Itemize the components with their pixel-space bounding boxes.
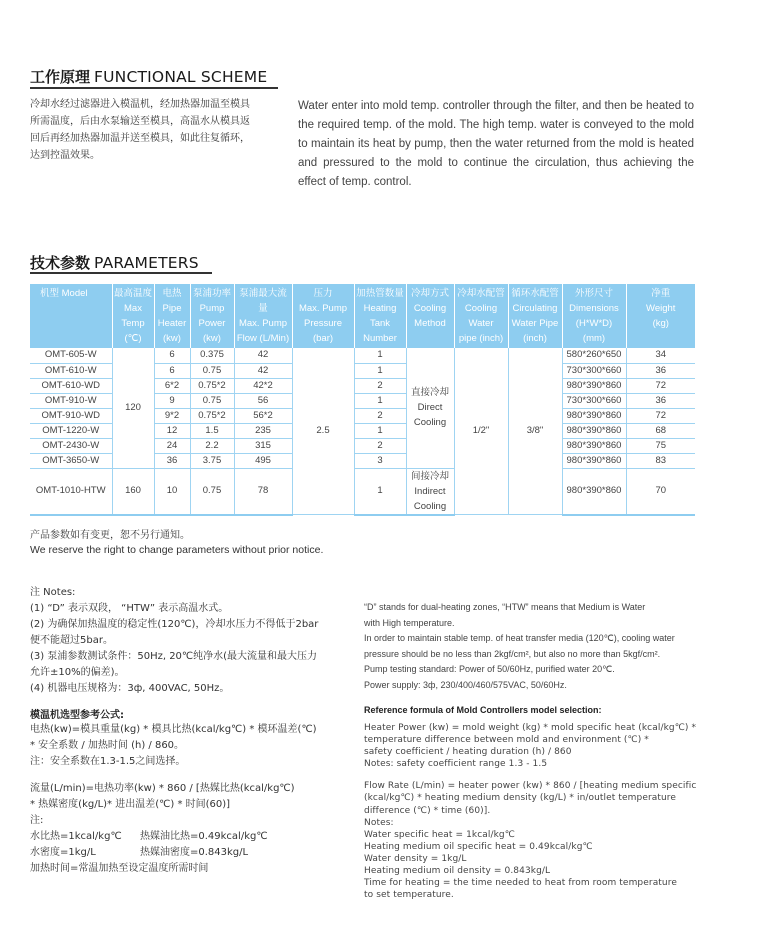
cell-dimensions: 980*390*860 bbox=[562, 408, 626, 423]
cell-dimensions: 980*390*860 bbox=[562, 423, 626, 438]
formula-cn-pair: 水密度=1kg/L 热媒油密度=0.843kg/L bbox=[30, 847, 249, 858]
parameters-heading-rule bbox=[30, 272, 212, 274]
cell-weight: 83 bbox=[626, 453, 695, 468]
formula-cn-line: 流量(L/min)=电热功率(kw) * 860 / [热媒比热(kcal/kg℃) bbox=[30, 783, 295, 794]
formula-en-line: Heater Power (kw) = mold weight (kg) * mold specific heat (kcal/kg℃) * bbox=[364, 723, 697, 733]
cell-dimensions: 730*300*660 bbox=[562, 393, 626, 408]
cell-dimensions: 730*300*660 bbox=[562, 363, 626, 378]
cell-tanks: 2 bbox=[354, 378, 406, 393]
formula-en-line: Heating medium oil density = 0.843kg/L bbox=[364, 866, 551, 877]
header-weight: 净重 Weight (kg) bbox=[626, 284, 695, 348]
functional-cn-line: 所需温度，后由水泵输送至模具，高温水从模具返 bbox=[30, 116, 250, 127]
cell-heater: 12 bbox=[154, 423, 190, 438]
formula-en-line: Water specific heat = 1kcal/kg℃ bbox=[364, 829, 515, 840]
parameters-heading-cn: 技术参数 bbox=[30, 254, 91, 272]
cell-dimensions: 580*260*650 bbox=[562, 348, 626, 363]
cell-model: OMT-910-W bbox=[30, 393, 112, 408]
cell-model: OMT-610-WD bbox=[30, 378, 112, 393]
cell-pump: 2.2 bbox=[190, 438, 234, 453]
formula-cn-line: * 安全系数 / 加热时间 (h) / 860。 bbox=[30, 740, 185, 751]
notes-en-line: Power supply: 3ф, 230/400/460/575VAC, 50/60Hz. bbox=[364, 679, 567, 690]
functional-scheme-heading bbox=[30, 66, 267, 87]
header-cooling-pipe: 冷却水配管 Cooling Water pipe (inch) bbox=[454, 284, 508, 348]
cell-pump: 0.75 bbox=[190, 363, 234, 378]
notes-en bbox=[364, 600, 699, 694]
formula-en bbox=[364, 722, 699, 901]
cell-model: OMT-1220-W bbox=[30, 423, 112, 438]
cell-pump: 0.75*2 bbox=[190, 378, 234, 393]
formula-en-line: Time for heating = the time needed to heat from room temperature bbox=[364, 878, 677, 889]
header-dimensions: 外形尺寸 Dimensions (H*W*D) (mm) bbox=[562, 284, 626, 348]
functional-heading-rule bbox=[30, 87, 278, 89]
cell-tanks: 3 bbox=[354, 453, 406, 468]
cell-model: OMT-3650-W bbox=[30, 453, 112, 468]
cell-tanks: 1 bbox=[354, 468, 406, 515]
cell-flow: 56 bbox=[234, 393, 292, 408]
notes-en-line: pressure should be no less than 2kgf/cm², but also no more than 5kgf/cm². bbox=[364, 648, 661, 659]
cell-flow: 42*2 bbox=[234, 378, 292, 393]
header-cooling-method: 冷却方式 Cooling Method bbox=[406, 284, 454, 348]
cell-tanks: 1 bbox=[354, 393, 406, 408]
parameters-table bbox=[30, 284, 695, 516]
cell-heater: 36 bbox=[154, 453, 190, 468]
notes-cn-line: (3) 泵浦参数测试条件：50Hz, 20℃纯净水(最大流量和最大压力 bbox=[30, 651, 318, 662]
formula-en-line: difference (℃) * time (60)]. bbox=[364, 805, 491, 816]
reserve-notice-en: We reserve the right to change parameters without prior notice. bbox=[30, 544, 324, 556]
notes-cn-line: 便不能超过5bar。 bbox=[30, 635, 113, 646]
formula-title-cn: 模温机选型参考公式: bbox=[30, 710, 124, 721]
notes-cn-line: (2) 为确保加热温度的稳定性(120℃)，冷却水压力不得低于2bar bbox=[30, 619, 319, 630]
notes-en-line: “D” stands for dual-heating zones, “HTW” means that Medium is Water bbox=[364, 602, 646, 612]
cell-tanks: 1 bbox=[354, 423, 406, 438]
cell-pump: 0.75 bbox=[190, 468, 234, 515]
reserve-notice-cn: 产品参数如有变更，恕不另行通知。 bbox=[30, 530, 190, 541]
formula-cn-line: 电热(kw)=模具重量(kg) * 模具比热(kcal/kg℃) * 模环温差(℃) bbox=[30, 724, 317, 735]
cell-model: OMT-2430-W bbox=[30, 438, 112, 453]
notes-cn-line: (4) 机器电压规格为：3ф, 400VAC, 50Hz。 bbox=[30, 683, 230, 694]
notes-cn bbox=[30, 585, 340, 697]
functional-cn-line: 达到控温效果。 bbox=[30, 150, 100, 161]
cell-flow: 315 bbox=[234, 438, 292, 453]
cell-max-temp-shared: 120 bbox=[112, 348, 154, 468]
cell-pump: 3.75 bbox=[190, 453, 234, 468]
cell-tanks: 1 bbox=[354, 363, 406, 378]
functional-cn-line: 回后再经加热器加温并送至模具，如此往复循环， bbox=[30, 133, 250, 144]
cell-flow: 235 bbox=[234, 423, 292, 438]
cell-heater: 24 bbox=[154, 438, 190, 453]
cell-heater: 6 bbox=[154, 363, 190, 378]
table-row-htw bbox=[30, 468, 695, 515]
cell-heater: 9*2 bbox=[154, 408, 190, 423]
cell-dimensions: 980*390*860 bbox=[562, 453, 626, 468]
cell-dimensions: 980*390*860 bbox=[562, 378, 626, 393]
table-header-row bbox=[30, 284, 695, 348]
header-pressure: 压力 Max. Pump Pressure (bar) bbox=[292, 284, 354, 348]
cell-flow: 42 bbox=[234, 348, 292, 363]
functional-text-cn bbox=[30, 96, 280, 164]
parameters-heading bbox=[30, 252, 199, 273]
cell-cooling-pipe-shared: 1/2" bbox=[454, 348, 508, 515]
formula-cn-line: * 热媒密度(kg/L)* 进出温差(℃) * 时间(60)] bbox=[30, 799, 231, 810]
cell-weight: 36 bbox=[626, 393, 695, 408]
cell-pump: 1.5 bbox=[190, 423, 234, 438]
header-model: 机型 Model bbox=[30, 284, 112, 348]
cell-circulating-pipe-shared: 3/8" bbox=[508, 348, 562, 515]
cell-flow: 42 bbox=[234, 363, 292, 378]
cell-tanks: 1 bbox=[354, 348, 406, 363]
formula-en-line: Water density = 1kg/L bbox=[364, 853, 467, 864]
cell-heater: 10 bbox=[154, 468, 190, 515]
cell-weight: 68 bbox=[626, 423, 695, 438]
cell-model: OMT-910-WD bbox=[30, 408, 112, 423]
cell-cooling-method-indirect: 间接冷却 Indirect Cooling bbox=[406, 468, 454, 515]
header-pump-power: 泵浦功率 Pump Power (kw) bbox=[190, 284, 234, 348]
parameters-heading-en: PARAMETERS bbox=[94, 254, 199, 272]
formula-en-line: Notes: safety coefficient range 1.3 - 1.5 bbox=[364, 759, 548, 770]
notes-en-line: Pump testing standard: Power of 50/60Hz, purified water 20℃. bbox=[364, 664, 615, 675]
cell-weight: 72 bbox=[626, 408, 695, 423]
formula-cn-line: 注：安全系数在1.3-1.5之间选择。 bbox=[30, 756, 186, 767]
cell-tanks: 2 bbox=[354, 408, 406, 423]
cell-dimensions: 980*390*860 bbox=[562, 438, 626, 453]
formula-title-en: Reference formula of Mold Controllers model selection: bbox=[364, 705, 602, 715]
formula-cn-line: 加热时间=常温加热至设定温度所需时间 bbox=[30, 863, 209, 874]
table-row bbox=[30, 348, 695, 363]
cell-dimensions: 980*390*860 bbox=[562, 468, 626, 515]
functional-heading-cn: 工作原理 bbox=[30, 68, 91, 86]
formula-en-line: Notes: bbox=[364, 817, 394, 828]
cell-flow: 78 bbox=[234, 468, 292, 515]
cell-heater: 6*2 bbox=[154, 378, 190, 393]
functional-cn-line: 冷却水经过滤器进入模温机，经加热器加温至模具 bbox=[30, 99, 250, 110]
formula-en-line: temperature difference between mold and environment (℃) * bbox=[364, 735, 649, 746]
header-heating-tank: 加热管数量 Heating Tank Number bbox=[354, 284, 406, 348]
functional-heading-en: FUNCTIONAL SCHEME bbox=[94, 68, 268, 86]
formula-en-line: safety coefficient / heating duration (h) / 860 bbox=[364, 747, 572, 758]
formula-en-line: Flow Rate (L/min) = heater power (kw) * 860 / [heating medium specific bbox=[364, 781, 697, 792]
formula-en-line: (kcal/kg℃) * heating medium density (kg/L) * in/outlet temperature bbox=[364, 793, 677, 804]
cell-weight: 72 bbox=[626, 378, 695, 393]
header-max-temp: 最高温度 Max Temp (℃) bbox=[112, 284, 154, 348]
header-pipe-heater: 电热 Pipe Heater (kw) bbox=[154, 284, 190, 348]
notes-en-line: In order to maintain stable temp. of heat transfer media (120℃), cooling water bbox=[364, 633, 675, 644]
cell-cooling-method-direct: 直接冷却 Direct Cooling bbox=[406, 348, 454, 468]
cell-pump: 0.375 bbox=[190, 348, 234, 363]
notes-cn-line: 允许±10%的偏差)。 bbox=[30, 667, 125, 678]
cell-weight: 75 bbox=[626, 438, 695, 453]
formula-cn bbox=[30, 722, 350, 877]
notes-cn-line: 注 Notes: bbox=[30, 587, 76, 598]
cell-model: OMT-1010-HTW bbox=[30, 468, 112, 515]
cell-max-temp: 160 bbox=[112, 468, 154, 515]
cell-weight: 34 bbox=[626, 348, 695, 363]
formula-en-line: Heating medium oil specific heat = 0.49kcal/kg℃ bbox=[364, 841, 593, 852]
formula-cn-line: 注: bbox=[30, 815, 44, 826]
cell-pressure-shared: 2.5 bbox=[292, 348, 354, 515]
notes-en-line: with High temperature. bbox=[364, 617, 455, 628]
cell-flow: 495 bbox=[234, 453, 292, 468]
cell-pump: 0.75 bbox=[190, 393, 234, 408]
notes-cn-line: (1) “D” 表示双段， “HTW” 表示高温水式。 bbox=[30, 603, 229, 614]
cell-model: OMT-610-W bbox=[30, 363, 112, 378]
cell-weight: 70 bbox=[626, 468, 695, 515]
cell-model: OMT-605-W bbox=[30, 348, 112, 363]
header-pump-flow: 泵浦最大流量 Max. Pump Flow (L/Min) bbox=[234, 284, 292, 348]
cell-weight: 36 bbox=[626, 363, 695, 378]
cell-flow: 56*2 bbox=[234, 408, 292, 423]
formula-cn-pair: 水比热=1kcal/kg℃ 热媒油比热=0.49kcal/kg℃ bbox=[30, 831, 268, 842]
cell-tanks: 2 bbox=[354, 438, 406, 453]
header-circulating-pipe: 循环水配管 Circulating Water Pipe (inch) bbox=[508, 284, 562, 348]
functional-text-en: Water enter into mold temp. controller through the filter, and then be heated to the required temp. of the mold. The high temp. water is conveyed to the mold to maintain its heat by pump, then the water returned from the mold is heated and pressured to the mold to continue the circulation, thus achieving the effect of temp. control. bbox=[298, 100, 694, 188]
cell-pump: 0.75*2 bbox=[190, 408, 234, 423]
formula-en-line: to set temperature. bbox=[364, 890, 454, 901]
cell-heater: 6 bbox=[154, 348, 190, 363]
cell-heater: 9 bbox=[154, 393, 190, 408]
